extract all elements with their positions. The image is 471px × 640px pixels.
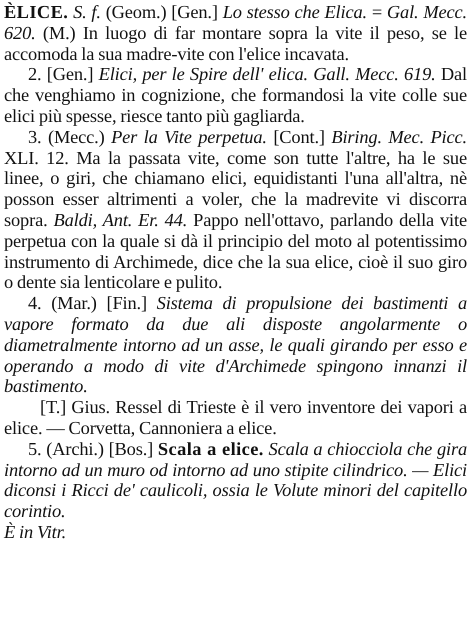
sense-5 — [4, 439, 467, 522]
sense-number: 4. — [28, 293, 42, 314]
domain-labels: (Archi.) [Bos.] — [46, 438, 154, 459]
definition: per le Spire dell' elica. — [142, 64, 309, 85]
sense-number: 5. — [28, 438, 42, 459]
sense-2 — [4, 64, 467, 126]
entry-intro — [4, 2, 467, 64]
source-tag: [T.] — [40, 397, 67, 418]
subentry-term: Scala a elice. — [157, 438, 264, 459]
sense-3 — [4, 127, 467, 293]
sense-4 — [4, 293, 467, 397]
definition: Per la Vite perpetua. — [111, 126, 267, 147]
part-of-speech: S. f. — [73, 2, 101, 22]
citation: Gal. Mecc. 620. — [4, 2, 467, 43]
quotation: Dal che venghiamo in cognizione, che formandosi la vite colle sue elici più spesse, riesce tanto più gagliarda. — [4, 64, 467, 126]
quotation: In luogo di far montare sopra la vite il peso, se le accomoda la sua madre-vite con l'elice incavata. — [4, 22, 467, 64]
headword: ÈLICE. — [4, 2, 69, 22]
definition: Lo stesso che Elica. — [222, 2, 367, 22]
domain-labels: [Gen.] — [46, 64, 94, 85]
quotation: Ma la passata vite, come son tutte l'altre, ha le sue linee, o giri, che chiamano elici, equidistanti l'una all'altra, nè posson esser altrimenti a voler, che la madrevite vi discorra sopra. — [4, 147, 467, 230]
quotation: Pappo nell'ottavo, parlando della vite perpetua con la quale si dà il principio del moto al potentissimo instrumento di Archimede, dice che la sua elice, cioè il suo giro o dente sia lenticolare e pulito. — [4, 209, 467, 293]
domain-labels: (Mecc.) — [47, 126, 105, 147]
sense-number: 3. — [28, 126, 42, 147]
equals-mark: = — [371, 2, 383, 22]
citation-number: XLI. 12. — [4, 147, 69, 168]
definition-term: Elici, — [98, 64, 138, 85]
source-tag: [Cont.] — [273, 126, 325, 147]
quotation: Gius. Ressel di Trieste è il vero inventore dei vapori a elice. — Corvetta, Cannoniera a elice. — [4, 397, 467, 438]
source-tag: (M.) — [42, 22, 76, 43]
sense-4-note — [4, 397, 467, 439]
definition: Scala a chiocciola che gira intorno ad un muro od intorno ad uno stipite cilindrico. — Elici diconsi i Ricci de' caulicoli, ossia le Volute minori del capitello corintio. — [4, 438, 468, 522]
citation: Gall. Mecc. 619. — [313, 64, 436, 85]
citation: Biring. Mec. Picc. — [331, 126, 467, 147]
domain-labels: (Mar.) [Fin.] — [51, 293, 147, 314]
domain-labels: (Geom.) [Gen.] — [105, 2, 218, 22]
dictionary-entry — [4, 2, 467, 543]
citation: Baldi, Ant. Er. 44. — [53, 209, 188, 230]
entry-closing-note — [4, 522, 467, 543]
sense-number: 2. — [28, 64, 42, 85]
definition: Sistema di propulsione dei bastimenti a vapore formato da due ali disposte angolarmente o diametralmente intorno ad un asse, le quali girando per esso e operando a modo di vite d'Archimede spingono innanzi il bastimento. — [4, 293, 468, 397]
closing-note: È in Vitr. — [4, 521, 67, 542]
